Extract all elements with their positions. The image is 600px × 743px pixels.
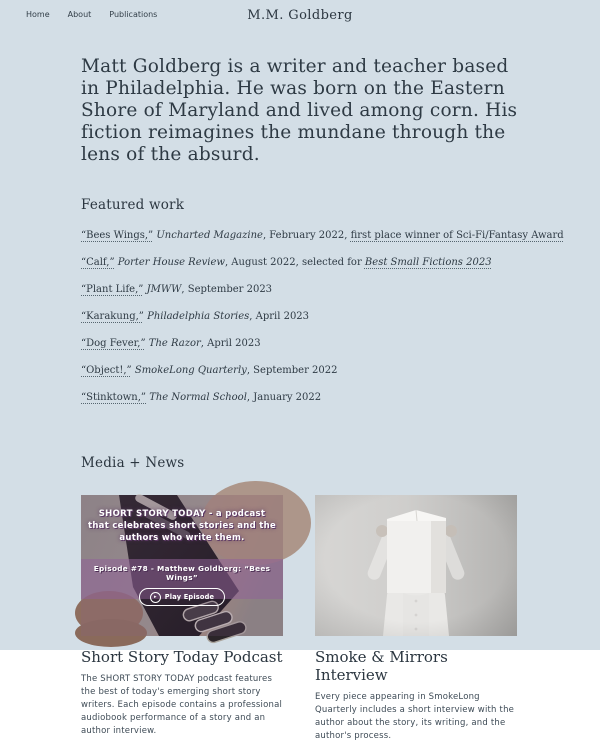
publication-date: , January 2022: [246, 392, 322, 403]
publication-title-link[interactable]: “Plant Life,”: [81, 284, 144, 295]
publication-title-link[interactable]: “Object!,”: [81, 365, 132, 376]
publication-venue: Philadelphia Stories: [143, 311, 250, 322]
podcast-headline: SHORT STORY TODAY - a podcast that celebrates short stories and the authors who write them.: [87, 509, 277, 543]
nav-item-home[interactable]: Home: [26, 10, 50, 19]
play-icon: ▸: [150, 592, 161, 603]
intro-bio: Matt Goldberg is a writer and teacher based in Philadelphia. He was born on the Eastern Shore of Maryland and lived among corn. His fiction reimagines the mundane through the lens of the absurd.: [81, 56, 518, 165]
publication-date: , August 2022, selected for: [224, 257, 365, 268]
media-news-heading: Media + News: [81, 455, 185, 471]
podcast-episode-line: Episode #78 - Matthew Goldberg: “Bees Wings”: [93, 564, 271, 582]
publication-title-link[interactable]: “Calf,”: [81, 257, 115, 268]
podcast-episode-band: [81, 559, 283, 599]
publication-item: [81, 222, 564, 249]
publication-item: [81, 384, 519, 411]
interview-card-description: Every piece appearing in SmokeLong Quarterly includes a short interview with the author about the story, its writing, and the author's process.: [315, 692, 515, 741]
podcast-card-title[interactable]: Short Story Today Podcast: [81, 648, 283, 666]
play-episode-label: Play Episode: [164, 593, 215, 601]
media-cards: [81, 495, 519, 743]
publication-item: [81, 357, 519, 384]
featured-work-heading: Featured work: [81, 197, 185, 213]
podcast-image[interactable]: [81, 495, 283, 636]
nav-item-about[interactable]: About: [67, 10, 92, 19]
publication-extra-link[interactable]: first place winner of Sci-Fi/Fantasy Award: [350, 230, 564, 241]
publication-venue: Uncharted Magazine: [153, 230, 263, 241]
publication-title-link[interactable]: “Karakung,”: [81, 311, 144, 322]
publication-date: , February 2022,: [262, 230, 351, 241]
podcast-card-description: The SHORT STORY TODAY podcast features the best of today's emerging short story writers. Each episode contains a professional audiobook performance of a story and an author interview.: [81, 674, 283, 736]
publication-item: [81, 249, 519, 276]
nav-item-publications[interactable]: Publications: [109, 10, 158, 19]
interview-artwork: [315, 495, 517, 636]
podcast-overlay: [81, 495, 283, 636]
nav: [26, 10, 157, 19]
publication-venue: SmokeLong Quarterly: [131, 365, 247, 376]
publication-venue: The Normal School: [146, 392, 247, 403]
featured-list: [81, 222, 564, 411]
podcast-card: [81, 495, 283, 743]
interview-image[interactable]: [315, 495, 517, 636]
publication-date: , September 2022: [246, 365, 338, 376]
publication-extra-link[interactable]: Best Small Fictions 2023: [364, 257, 492, 268]
publication-date: , April 2023: [249, 311, 310, 322]
publication-item: [81, 303, 519, 330]
main-content: [81, 56, 564, 743]
site-title: M.M. Goldberg: [247, 8, 353, 23]
play-episode-button[interactable]: [139, 588, 225, 606]
publication-title-link[interactable]: “Dog Fever,”: [81, 338, 146, 349]
header: [0, 0, 600, 40]
interview-card-title[interactable]: Smoke & Mirrors Interview: [315, 648, 448, 684]
publication-title-link[interactable]: “Stinktown,”: [81, 392, 147, 403]
publication-item: [81, 330, 519, 357]
publication-title-link[interactable]: “Bees Wings,”: [81, 230, 154, 241]
publication-venue: JMWW: [143, 284, 182, 295]
interview-card: [315, 495, 517, 743]
publication-item: [81, 276, 519, 303]
publication-venue: The Razor: [145, 338, 201, 349]
publication-date: , September 2023: [181, 284, 273, 295]
publication-venue: Porter House Review: [114, 257, 225, 268]
publication-date: , April 2023: [200, 338, 261, 349]
